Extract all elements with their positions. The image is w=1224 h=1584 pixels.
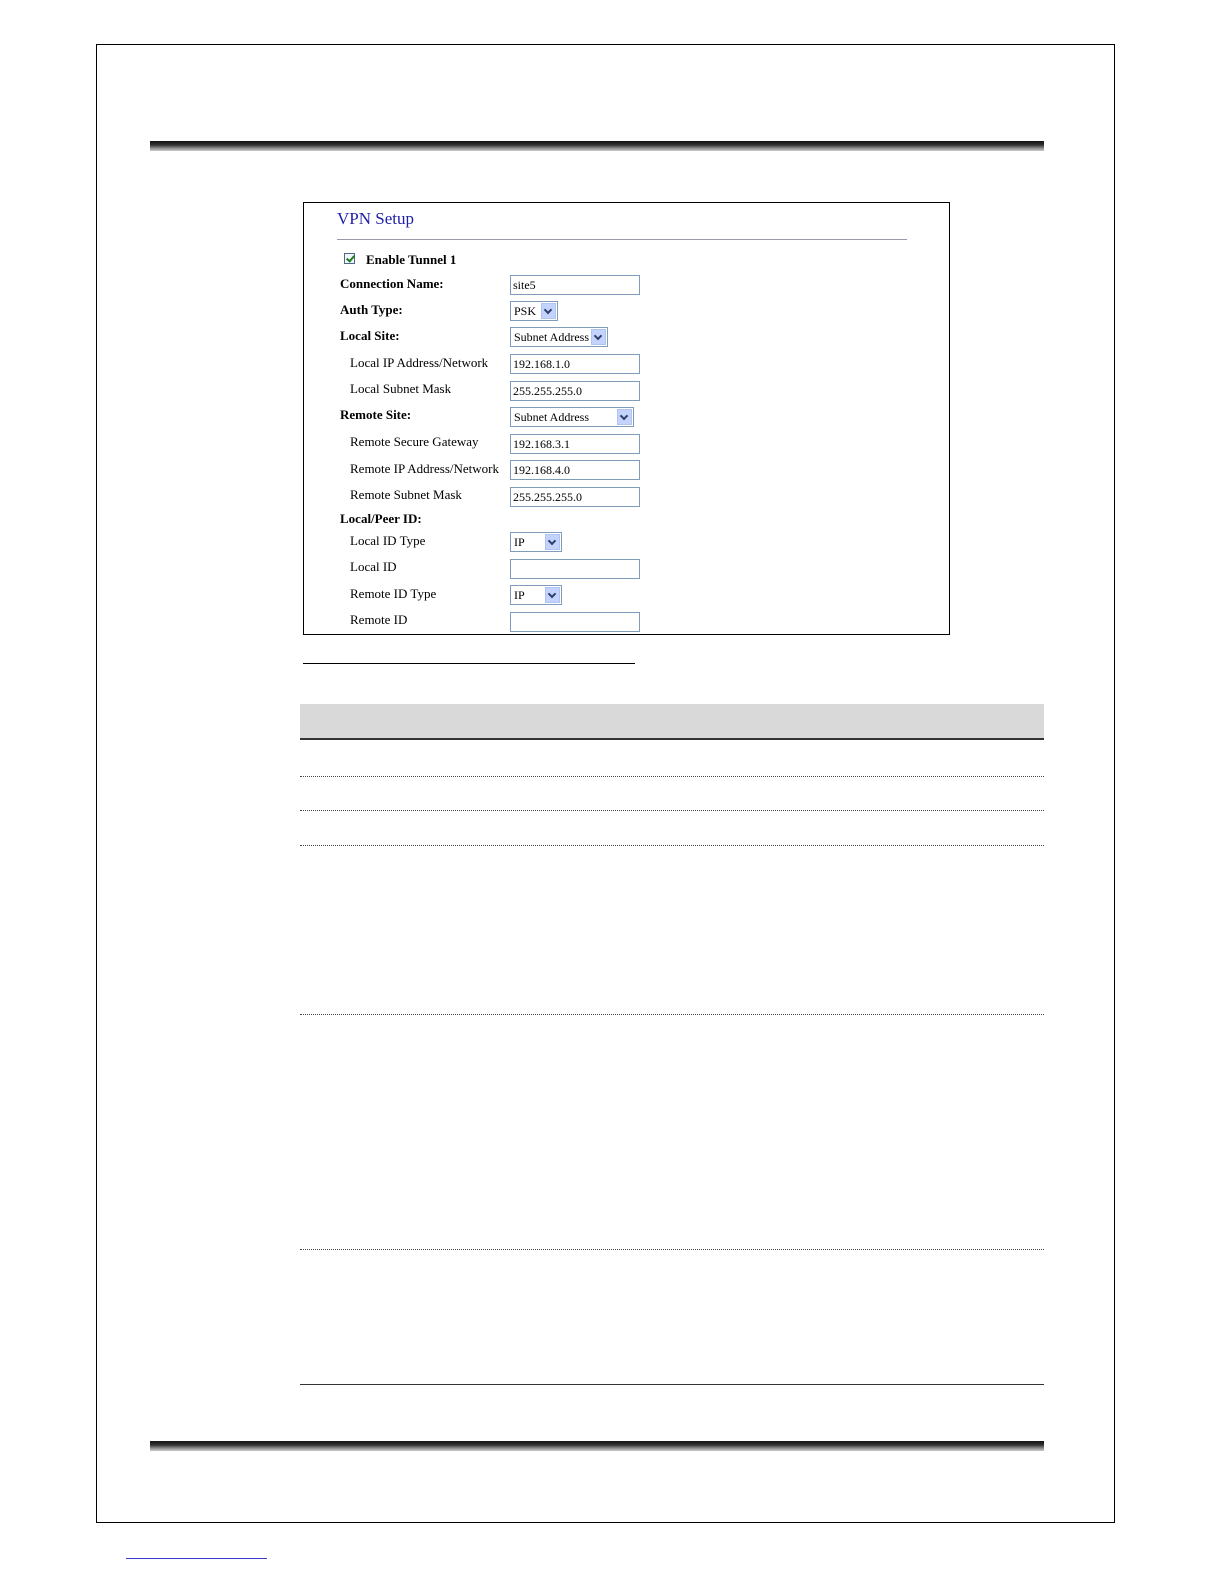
auth-type-select[interactable]	[510, 301, 558, 321]
enable-tunnel-label: Enable Tunnel 1	[366, 252, 457, 267]
remote-ip-label: Remote IP Address/Network	[350, 461, 499, 476]
title-divider	[337, 239, 907, 240]
local-site-label: Local Site:	[340, 328, 400, 343]
remote-gateway-input[interactable]	[510, 434, 640, 454]
auth-type-selected: PSK	[514, 304, 537, 318]
remote-mask-label: Remote Subnet Mask	[350, 487, 462, 502]
table-row-divider	[300, 776, 1044, 777]
remote-site-select[interactable]	[510, 407, 634, 427]
vpn-setup-panel	[303, 202, 950, 635]
local-id-label: Local ID	[350, 559, 397, 574]
local-id-type-select[interactable]	[510, 532, 562, 552]
vpn-setup-title: VPN Setup	[337, 209, 414, 228]
remote-id-type-label: Remote ID Type	[350, 586, 437, 601]
remote-id-type-select[interactable]	[510, 585, 562, 605]
peer-id-label: Local/Peer ID:	[340, 511, 422, 526]
table-row-divider	[300, 1249, 1044, 1250]
chevron-down-icon	[617, 409, 632, 425]
connection-name-label: Connection Name:	[340, 276, 444, 291]
remote-id-label: Remote ID	[350, 612, 408, 627]
auth-type-label: Auth Type:	[340, 302, 403, 317]
local-mask-input[interactable]	[510, 381, 640, 401]
remote-ip-input[interactable]	[510, 460, 640, 480]
remote-id-type-selected: IP	[514, 588, 525, 602]
chevron-down-icon	[545, 587, 560, 603]
local-id-type-selected: IP	[514, 535, 525, 549]
local-id-input[interactable]	[510, 559, 640, 579]
local-id-type-label: Local ID Type	[350, 533, 426, 548]
remote-id-input[interactable]	[510, 612, 640, 632]
table-row-divider	[300, 1014, 1044, 1015]
enable-tunnel-checkbox[interactable]	[344, 253, 355, 264]
remote-mask-input[interactable]	[510, 487, 640, 507]
local-site-select[interactable]	[510, 327, 608, 347]
header-rule	[150, 141, 1044, 151]
table-bottom-rule	[300, 1384, 1044, 1385]
remote-gateway-label: Remote Secure Gateway	[350, 434, 479, 449]
chevron-down-icon	[591, 329, 606, 345]
connection-name-input[interactable]	[510, 275, 640, 295]
remote-site-selected: Subnet Address	[514, 410, 589, 424]
footer-link-underline[interactable]	[126, 1558, 267, 1559]
remote-site-label: Remote Site:	[340, 407, 412, 422]
table-row-divider	[300, 810, 1044, 811]
table-header	[300, 704, 1044, 738]
figure-caption-line	[303, 663, 635, 664]
footer-rule	[150, 1441, 1044, 1451]
table-row-divider	[300, 845, 1044, 846]
chevron-down-icon	[541, 303, 556, 319]
local-site-selected: Subnet Address	[514, 330, 589, 344]
chevron-down-icon	[545, 534, 560, 550]
table-row-divider	[300, 738, 1044, 740]
local-mask-label: Local Subnet Mask	[350, 381, 452, 396]
local-ip-input[interactable]	[510, 354, 640, 374]
local-ip-label: Local IP Address/Network	[350, 355, 489, 370]
